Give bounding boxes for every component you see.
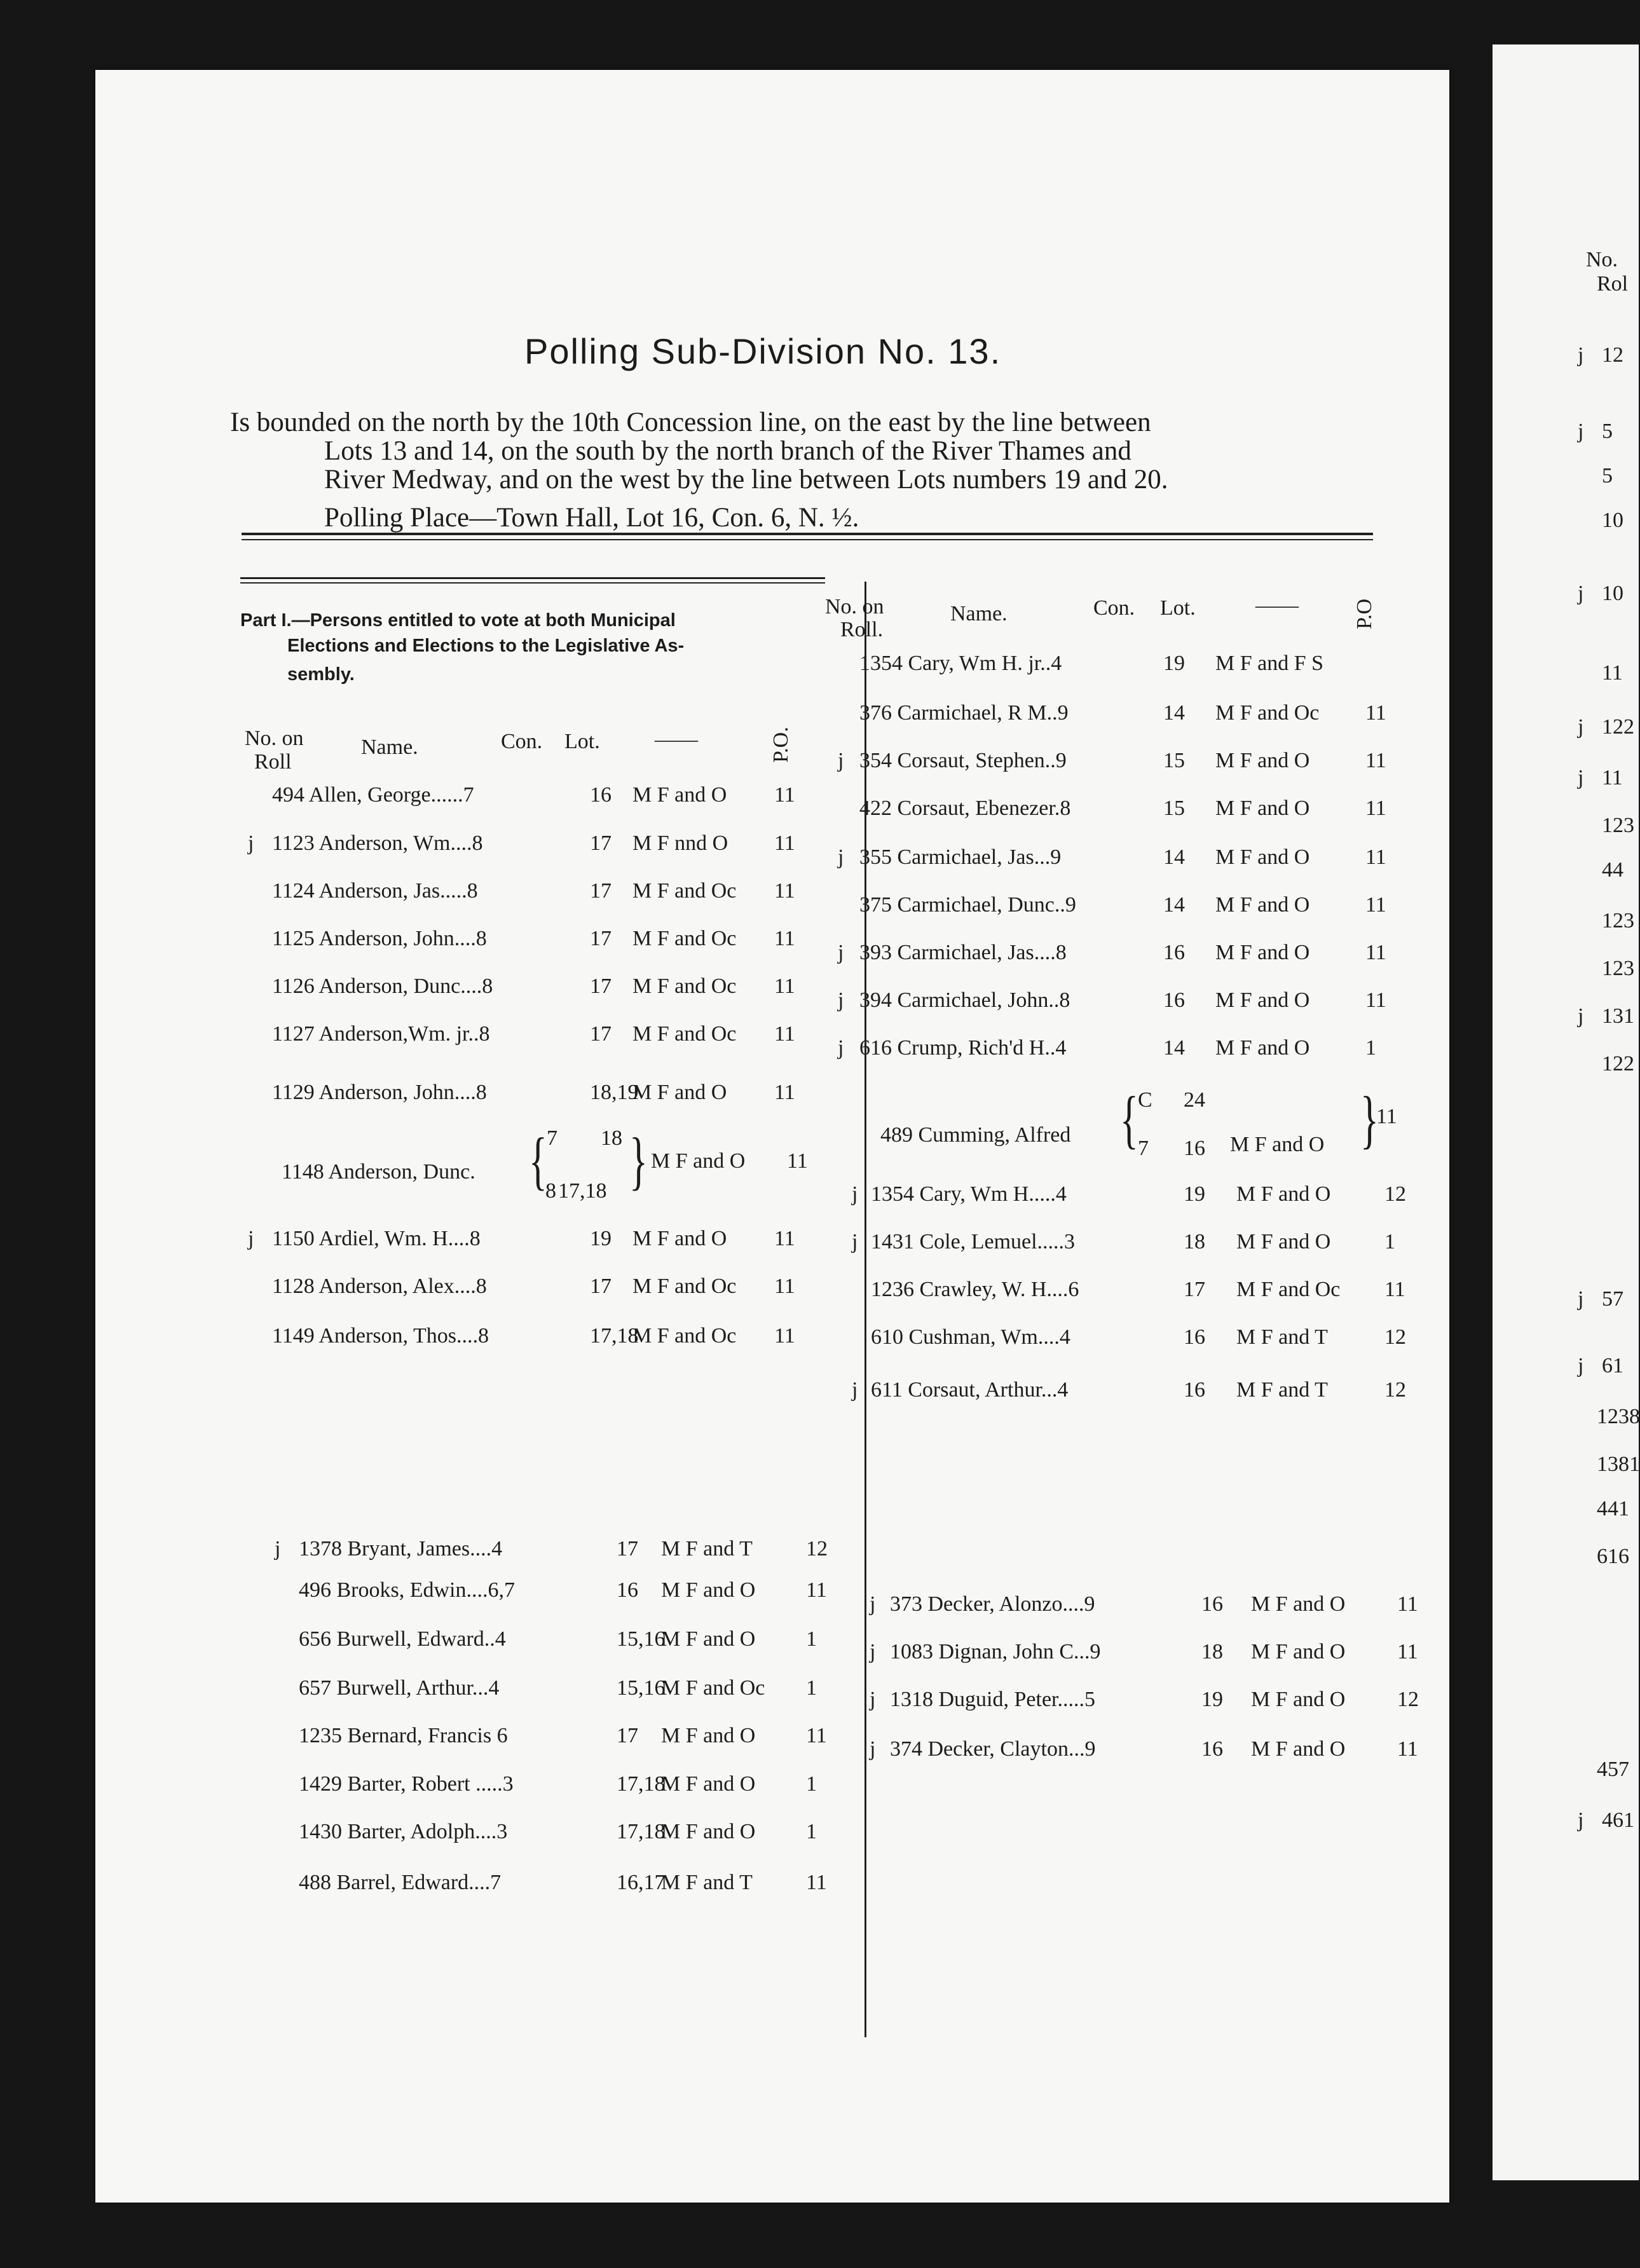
- voter-mark: j: [838, 988, 844, 1012]
- entry-name: 422 Corsaut, Ebenezer.8: [859, 796, 1071, 820]
- entry-po: 11: [1365, 701, 1386, 725]
- voter-mark: j: [1578, 1287, 1584, 1311]
- voter-mark: j: [852, 1230, 858, 1254]
- entry-po: 11: [1365, 988, 1386, 1012]
- next-page-roll: 5: [1602, 464, 1613, 488]
- entry-lot: 17,18: [617, 1772, 666, 1796]
- entry-name: 376 Carmichael, R M..9: [859, 701, 1069, 725]
- entry-name: 1123 Anderson, Wm....8: [272, 831, 483, 855]
- entry-po: 11: [774, 1274, 795, 1298]
- col-header-dash: ——: [655, 728, 698, 751]
- col-header-lot: Lot.: [1160, 596, 1196, 620]
- entry-lot: 14: [1163, 845, 1185, 869]
- entry-name: 1150 Ardiel, Wm. H....8: [272, 1227, 481, 1250]
- next-page-roll: 61: [1602, 1354, 1623, 1377]
- entry-po: 11: [1384, 1278, 1405, 1301]
- entry-name: 1127 Anderson,Wm. jr..8: [272, 1022, 490, 1046]
- entry-lot: 17: [590, 831, 612, 855]
- col-header-lot: Lot.: [564, 730, 600, 753]
- entry-lot: 17: [590, 927, 612, 950]
- entry-rights: M F and Oc: [632, 1274, 737, 1298]
- voter-mark: j: [1578, 420, 1584, 443]
- entry-po: 12: [1384, 1325, 1406, 1349]
- entry-po: 1: [1365, 1036, 1376, 1060]
- entry-name: 1318 Duguid, Peter.....5: [890, 1688, 1095, 1711]
- entry-rights: M F and O: [1215, 749, 1310, 772]
- entry-lot: 14: [1163, 701, 1185, 725]
- entry-lot: 15: [1163, 796, 1185, 820]
- next-page-roll: 441: [1597, 1497, 1629, 1520]
- entry-name: 1124 Anderson, Jas.....8: [272, 879, 478, 903]
- entry-name: 610 Cushman, Wm....4: [871, 1325, 1070, 1349]
- entry-name: 355 Carmichael, Jas...9: [859, 845, 1062, 869]
- entry-rights: M F and T: [661, 1537, 753, 1561]
- entry-name: 1125 Anderson, John....8: [272, 927, 487, 950]
- entry-rights: M F and T: [1236, 1378, 1328, 1402]
- next-page-roll: 57: [1602, 1287, 1623, 1311]
- boundary-line-3: River Medway, and on the west by the line between Lots numbers 19 and 20.: [324, 465, 1168, 495]
- entry-name: 394 Carmichael, John..8: [859, 988, 1070, 1012]
- entry-name: 1429 Barter, Robert .....3: [299, 1772, 514, 1796]
- brace-rights: M F and O: [1230, 1133, 1325, 1156]
- entry-po: 11: [774, 879, 795, 903]
- brace-close: }: [1360, 1083, 1379, 1156]
- entry-name: 611 Corsaut, Arthur...4: [871, 1378, 1069, 1402]
- col-header-name: Name.: [950, 602, 1008, 625]
- entry-po: 11: [1365, 749, 1386, 772]
- entry-po: 1: [806, 1627, 817, 1651]
- entry-name: 375 Carmichael, Dunc..9: [859, 893, 1076, 917]
- next-page-roll: 1381: [1597, 1452, 1640, 1476]
- left-column-rule-a: [240, 577, 825, 579]
- brace-lot-a: 24: [1184, 1088, 1205, 1112]
- entry-lot: 17,18: [590, 1324, 639, 1348]
- entry-po: 11: [1397, 1592, 1418, 1616]
- voter-mark: j: [838, 941, 844, 964]
- entry-rights: M F and O: [661, 1772, 756, 1796]
- entry-rights: M F and O: [1251, 1737, 1346, 1761]
- next-page-roll: 457: [1597, 1758, 1629, 1781]
- polling-place: Polling Place—Town Hall, Lot 16, Con. 6, N. ½.: [324, 503, 859, 533]
- entry-rights: M F and O: [1215, 941, 1310, 964]
- entry-po: 1: [806, 1676, 817, 1700]
- next-page-roll: 44: [1602, 858, 1623, 882]
- voter-mark: j: [1578, 1808, 1584, 1832]
- entry-lot: 16,17: [617, 1871, 666, 1894]
- next-page-roll: 5: [1602, 420, 1613, 443]
- entry-lot: 16: [1163, 988, 1185, 1012]
- entry-po: 1: [1384, 1230, 1395, 1254]
- col-header-no: No. on: [245, 727, 304, 750]
- entry-name: 656 Burwell, Edward..4: [299, 1627, 506, 1651]
- entry-rights: M F and T: [1236, 1325, 1328, 1349]
- entry-rights: M F and Oc: [632, 1022, 737, 1046]
- entry-po: 12: [1384, 1182, 1406, 1206]
- next-page-header-roll: Rol: [1597, 272, 1629, 296]
- brace-entry-name: 1148 Anderson, Dunc.: [282, 1160, 475, 1184]
- entry-po: 11: [1365, 845, 1386, 869]
- voter-mark: j: [248, 1227, 254, 1250]
- entry-lot: 14: [1163, 893, 1185, 917]
- entry-po: 12: [1397, 1688, 1419, 1711]
- brace-con-a: 7: [547, 1126, 557, 1150]
- entry-rights: M F and Oc: [632, 1324, 737, 1348]
- voter-mark: j: [1578, 766, 1584, 789]
- voter-mark: j: [275, 1537, 281, 1561]
- entry-name: 496 Brooks, Edwin....6,7: [299, 1578, 515, 1602]
- next-page-roll: 10: [1602, 509, 1623, 532]
- entry-name: 1149 Anderson, Thos....8: [272, 1324, 489, 1348]
- next-page-roll: 122: [1602, 1052, 1634, 1076]
- entry-rights: M F and O: [1215, 988, 1310, 1012]
- entry-po: 11: [774, 831, 795, 855]
- entry-name: 354 Corsaut, Stephen..9: [859, 749, 1067, 772]
- entry-name: 1354 Cary, Wm H. jr..4: [859, 652, 1062, 675]
- brace-open: {: [529, 1124, 547, 1197]
- entry-rights: M F and O: [661, 1820, 756, 1843]
- brace-con-a: C: [1138, 1088, 1152, 1112]
- entry-lot: 19: [1201, 1688, 1223, 1711]
- entry-name: 1235 Bernard, Francis 6: [299, 1724, 508, 1747]
- entry-rights: M F and Oc: [632, 927, 737, 950]
- entry-po: 11: [774, 783, 795, 807]
- entry-name: 1354 Cary, Wm H.....4: [871, 1182, 1067, 1206]
- entry-rights: M F nnd O: [632, 831, 728, 855]
- entry-rights: M F and O: [1215, 893, 1310, 917]
- boundary-line-1: Is bounded on the north by the 10th Concession line, on the east by the line between: [230, 407, 1151, 437]
- col-header-po: P.O: [1353, 598, 1376, 629]
- entry-lot: 16: [1163, 941, 1185, 964]
- next-page-roll: 122: [1602, 715, 1634, 739]
- brace-po: 11: [787, 1149, 808, 1173]
- entry-name: 488 Barrel, Edward....7: [299, 1871, 502, 1894]
- entry-lot: 17: [617, 1724, 638, 1747]
- part-heading-3: sembly.: [287, 664, 355, 685]
- voter-mark: j: [1578, 715, 1584, 739]
- brace-po: 11: [1376, 1105, 1397, 1128]
- brace-lot-b: 16: [1184, 1137, 1205, 1160]
- entry-lot: 16: [1201, 1592, 1223, 1616]
- entry-po: 12: [1384, 1378, 1406, 1402]
- entry-po: 11: [1397, 1640, 1418, 1663]
- entry-rights: M F and O: [1236, 1182, 1331, 1206]
- next-page-roll: 131: [1602, 1004, 1634, 1028]
- entry-lot: 14: [1163, 1036, 1185, 1060]
- entry-po: 11: [1365, 941, 1386, 964]
- voter-mark: j: [838, 845, 844, 869]
- col-header-no: No. on: [825, 595, 884, 618]
- brace-close: }: [629, 1124, 648, 1197]
- part-heading-1: Part I.—Persons entitled to vote at both Municipal: [240, 610, 676, 631]
- entry-name: 494 Allen, George......7: [272, 783, 474, 807]
- entry-rights: M F and O: [1215, 845, 1310, 869]
- entry-name: 657 Burwell, Arthur...4: [299, 1676, 500, 1700]
- entry-name: 616 Crump, Rich'd H..4: [859, 1036, 1067, 1060]
- voter-mark: j: [1578, 1354, 1584, 1377]
- brace-con-b: 8: [545, 1179, 556, 1203]
- entry-lot: 16: [617, 1578, 638, 1602]
- next-page-roll: 461: [1602, 1808, 1634, 1832]
- header-rule-bottom: [242, 539, 1373, 540]
- voter-mark: j: [852, 1182, 858, 1206]
- voter-mark: j: [1578, 1004, 1584, 1028]
- next-page-roll: 1238: [1597, 1405, 1640, 1428]
- entry-name: 1431 Cole, Lemuel.....3: [871, 1230, 1076, 1254]
- entry-name: 1378 Bryant, James....4: [299, 1537, 503, 1561]
- entry-name: 1128 Anderson, Alex....8: [272, 1274, 487, 1298]
- voter-mark: j: [870, 1640, 876, 1663]
- entry-po: 11: [774, 927, 795, 950]
- col-header-roll: Roll: [254, 750, 292, 774]
- entry-po: 1: [806, 1820, 817, 1843]
- entry-lot: 18: [1184, 1230, 1205, 1254]
- part-heading-2: Elections and Elections to the Legislative As-: [287, 636, 685, 656]
- entry-rights: M F and O: [661, 1578, 756, 1602]
- entry-lot: 17: [590, 1274, 612, 1298]
- voter-mark: j: [852, 1378, 858, 1402]
- entry-rights: M F and O: [1215, 796, 1310, 820]
- entry-rights: M F and O: [661, 1724, 756, 1747]
- entry-rights: M F and O: [632, 783, 727, 807]
- entry-lot: 16: [1184, 1378, 1205, 1402]
- entry-po: 11: [1365, 893, 1386, 917]
- entry-lot: 19: [1163, 652, 1185, 675]
- entry-po: 1: [806, 1772, 817, 1796]
- entry-rights: M F and Oc: [1215, 701, 1320, 725]
- entry-po: 11: [774, 1227, 795, 1250]
- entry-po: 11: [774, 974, 795, 998]
- entry-name: 373 Decker, Alonzo....9: [890, 1592, 1095, 1616]
- entry-name: 1129 Anderson, John....8: [272, 1081, 487, 1104]
- entry-rights: M F and Oc: [632, 974, 737, 998]
- entry-name: 374 Decker, Clayton...9: [890, 1737, 1096, 1761]
- voter-mark: j: [870, 1592, 876, 1616]
- entry-name: 1126 Anderson, Dunc....8: [272, 974, 493, 998]
- entry-rights: M F and O: [1251, 1640, 1346, 1663]
- brace-entry-name: 489 Cumming, Alfred: [880, 1123, 1071, 1147]
- entry-po: 12: [806, 1537, 828, 1561]
- voter-mark: j: [838, 749, 844, 772]
- next-page-roll: 616: [1597, 1545, 1629, 1568]
- entry-rights: M F and O: [1251, 1688, 1346, 1711]
- entry-lot: 17: [590, 974, 612, 998]
- brace-open: {: [1120, 1083, 1138, 1156]
- entry-lot: 18,19: [590, 1081, 639, 1104]
- entry-lot: 15,16: [617, 1627, 666, 1651]
- entry-po: 11: [774, 1081, 795, 1104]
- page-title: Polling Sub-Division No. 13.: [524, 331, 1002, 371]
- next-page-roll: 11: [1602, 766, 1623, 789]
- entry-po: 11: [774, 1324, 795, 1348]
- entry-rights: M F and F S: [1215, 652, 1324, 675]
- entry-lot: 16: [1201, 1737, 1223, 1761]
- col-header-dash: ——: [1255, 594, 1299, 617]
- entry-name: 1236 Crawley, W. H....6: [871, 1278, 1079, 1301]
- entry-rights: M F and O: [1251, 1592, 1346, 1616]
- col-header-name: Name.: [361, 735, 418, 759]
- next-page-roll: 12: [1602, 343, 1623, 367]
- entry-lot: 16: [1184, 1325, 1205, 1349]
- entry-po: 11: [806, 1871, 827, 1894]
- brace-lot-a: 18: [601, 1126, 622, 1150]
- brace-lot-b: 17,18: [558, 1179, 607, 1203]
- entry-lot: 17: [590, 879, 612, 903]
- next-page-roll: 123: [1602, 814, 1634, 837]
- next-page-header-no: No.: [1586, 248, 1618, 271]
- next-page-roll: 123: [1602, 957, 1634, 980]
- voter-mark: j: [248, 831, 254, 855]
- boundary-line-2: Lots 13 and 14, on the south by the north branch of the River Thames and: [324, 436, 1131, 466]
- col-header-po: P.O.: [769, 727, 793, 763]
- entry-po: 11: [774, 1022, 795, 1046]
- entry-lot: 17: [617, 1537, 638, 1561]
- entry-po: 11: [806, 1578, 827, 1602]
- entry-rights: M F and Oc: [661, 1676, 765, 1700]
- header-rule-top: [242, 533, 1373, 535]
- next-page-roll: 10: [1602, 582, 1623, 605]
- next-page-roll: 11: [1602, 661, 1623, 685]
- brace-rights: M F and O: [651, 1149, 746, 1173]
- col-header-roll: Roll.: [840, 618, 884, 641]
- voter-mark: j: [1578, 343, 1584, 367]
- entry-po: 11: [1365, 796, 1386, 820]
- entry-lot: 19: [590, 1227, 612, 1250]
- entry-rights: M F and O: [661, 1627, 756, 1651]
- entry-rights: M F and O: [632, 1081, 727, 1104]
- entry-po: 11: [806, 1724, 827, 1747]
- voter-mark: j: [870, 1688, 876, 1711]
- entry-lot: 17: [590, 1022, 612, 1046]
- col-header-con: Con.: [1093, 596, 1135, 620]
- left-column-rule-b: [240, 582, 825, 584]
- entry-po: 11: [1397, 1737, 1418, 1761]
- entry-lot: 15: [1163, 749, 1185, 772]
- voter-mark: j: [838, 1036, 844, 1060]
- entry-rights: M F and O: [632, 1227, 727, 1250]
- entry-lot: 17: [1184, 1278, 1205, 1301]
- entry-lot: 16: [590, 783, 612, 807]
- next-page-roll: 123: [1602, 909, 1634, 932]
- voter-mark: j: [1578, 582, 1584, 605]
- entry-lot: 17,18: [617, 1820, 666, 1843]
- entry-rights: M F and Oc: [1236, 1278, 1341, 1301]
- col-header-con: Con.: [501, 730, 543, 753]
- brace-con-b: 7: [1138, 1137, 1149, 1160]
- entry-lot: 15,16: [617, 1676, 666, 1700]
- entry-rights: M F and T: [661, 1871, 753, 1894]
- entry-rights: M F and O: [1236, 1230, 1331, 1254]
- voter-mark: j: [870, 1737, 876, 1761]
- entry-rights: M F and O: [1215, 1036, 1310, 1060]
- entry-name: 393 Carmichael, Jas....8: [859, 941, 1067, 964]
- entry-lot: 19: [1184, 1182, 1205, 1206]
- entry-lot: 18: [1201, 1640, 1223, 1663]
- entry-name: 1083 Dignan, John C...9: [890, 1640, 1101, 1663]
- entry-name: 1430 Barter, Adolph....3: [299, 1820, 508, 1843]
- entry-rights: M F and Oc: [632, 879, 737, 903]
